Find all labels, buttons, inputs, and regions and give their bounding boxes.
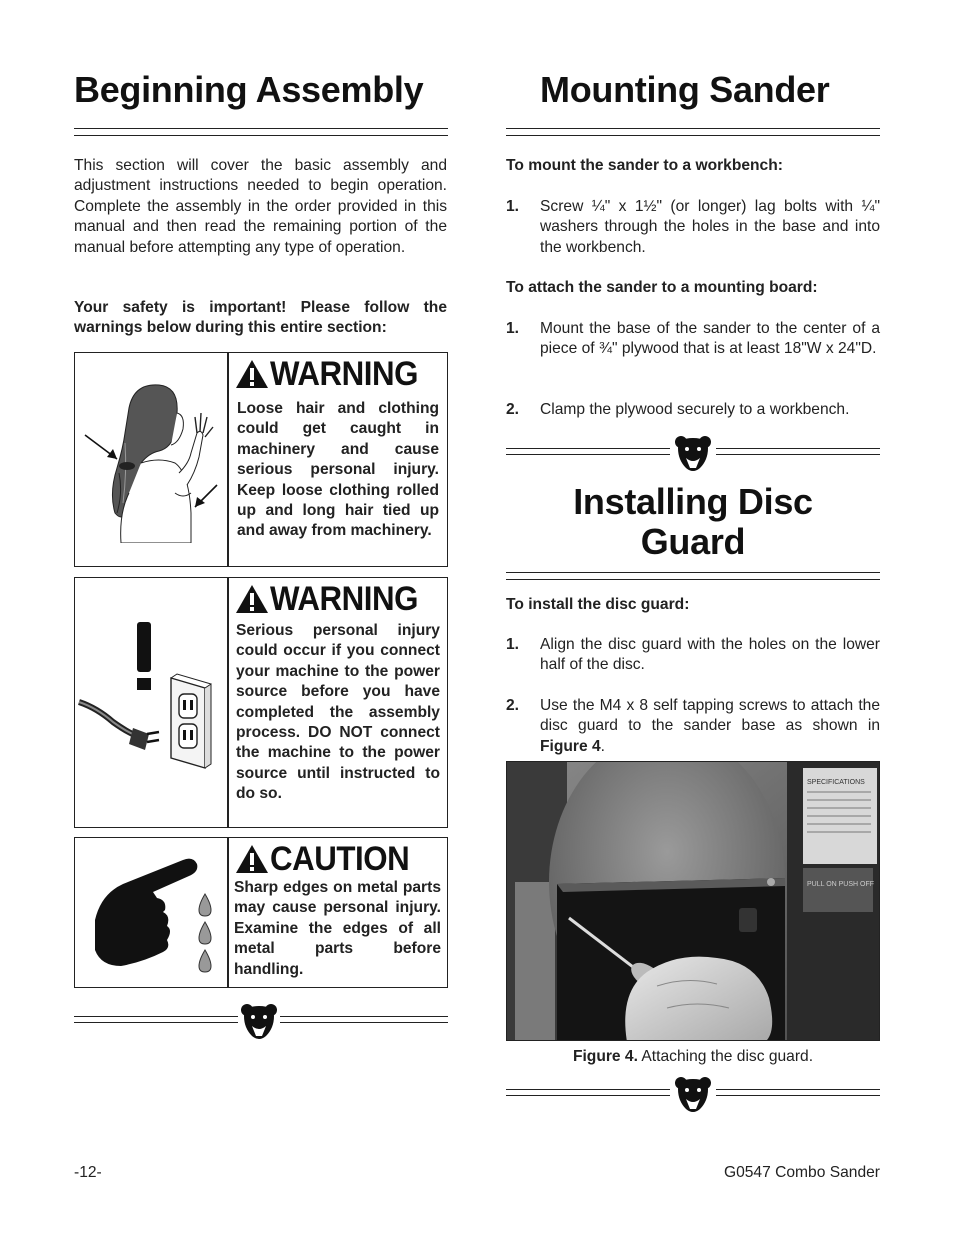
caution-box-edges: [74, 837, 448, 988]
manual-name: G0547 Combo Sander: [723, 1164, 880, 1181]
warning-box-power: [74, 577, 448, 828]
step-number: 1.: [506, 320, 520, 337]
warning-triangle-icon: [235, 843, 269, 875]
step-text: [540, 696, 880, 757]
figure-4-photo: [506, 761, 880, 1041]
workbench-heading: To mount the sander to a workbench:: [506, 157, 783, 174]
divider-line-left: [506, 448, 670, 455]
section-divider: [74, 1002, 448, 1046]
title-rule: [506, 128, 880, 136]
disc-guard-photo-illustration: [507, 762, 880, 1041]
step-text: Mount the base of the sander to the center of a piece of ¾" plywood that is at least 18"W x 24"D.: [540, 320, 880, 358]
step-number: 2.: [506, 401, 520, 418]
warning-header: [235, 582, 431, 616]
title-rule: [506, 572, 880, 580]
warning-triangle-icon: [235, 583, 269, 615]
section-title-beginning-assembly: Beginning Assembly: [74, 69, 424, 110]
figure-reference: Figure 4: [540, 737, 601, 755]
plug-outlet-illustration: [77, 618, 225, 778]
figure-label: Figure 4.: [572, 1048, 638, 1065]
page-number: -12-: [74, 1164, 102, 1181]
title-line: Guard: [640, 521, 746, 562]
warning-triangle-icon: [235, 358, 269, 390]
divider-line-left: [74, 1016, 238, 1023]
divider-line-right: [280, 1016, 448, 1023]
section-divider: [506, 434, 880, 478]
step-text: Screw ¼" x 1½" (or longer) lag bolts with ¼" washers through the holes in the base and into the workbench.: [540, 198, 880, 256]
warning-heading: WARNING: [270, 580, 418, 618]
intro-paragraph: This section will cover the basic assembly and adjustment instructions needed to begin operation. Complete the assembly in the order provided in this manual and then read the remaining portion of the manual before attempting any type of operation.: [74, 157, 447, 256]
figure-caption: [506, 1048, 880, 1066]
hand-blood-illustration: [87, 854, 223, 974]
step-number: 1.: [506, 198, 520, 215]
hair-clothing-illustration: [79, 373, 223, 543]
switch-label: PULL ON PUSH OFF: [807, 881, 875, 888]
step-number: 1.: [506, 636, 520, 653]
caution-text: Sharp edges on metal parts may cause personal injury. Examine the edges of all metal parts before handling.: [234, 879, 441, 978]
warning-header: [235, 357, 431, 391]
title-rule: [74, 128, 448, 136]
bear-logo-icon: [240, 1002, 278, 1042]
step-text-part: Use the M4 x 8 self tapping screws to attach the disc guard to the sander base as shown in: [540, 697, 880, 735]
bear-logo-icon: [674, 434, 712, 474]
step-number: 2.: [506, 697, 520, 714]
title-line: Installing Disc: [573, 481, 813, 522]
section-divider: [506, 1075, 880, 1119]
bear-logo-icon: [674, 1075, 712, 1115]
box-divider: [227, 838, 229, 987]
warning-text: Serious personal injury could occur if you connect your machine to the power source before you have completed the assembly process. DO NOT connect the machine to the power source until instructed to do so.: [236, 622, 440, 803]
divider-line-right: [716, 1089, 880, 1096]
step-text-part: .: [600, 737, 605, 755]
section-title-mounting-sander: Mounting Sander: [540, 69, 830, 110]
box-divider: [227, 353, 229, 566]
divider-line-right: [716, 448, 880, 455]
warning-box-hair: [74, 352, 448, 567]
safety-note: Your safety is important! Please follow the warnings below during this entire section:: [74, 299, 447, 337]
step-text: Clamp the plywood securely to a workbench.: [540, 401, 850, 418]
figure-caption-text: Attaching the disc guard.: [637, 1048, 814, 1065]
caution-heading: CAUTION: [270, 840, 410, 878]
guard-heading: To install the disc guard:: [506, 596, 690, 613]
warning-text: Loose hair and clothing could get caught in machinery and cause serious personal injury. Keep loose clothing rolled up and long hair tied up and away from machinery.: [237, 400, 439, 540]
warning-heading: WARNING: [270, 355, 418, 393]
box-divider: [227, 578, 229, 827]
caution-header: [235, 842, 421, 876]
section-title-installing-disc-guard: [506, 482, 880, 562]
step-text: Align the disc guard with the holes on the lower half of the disc.: [540, 636, 880, 674]
board-heading: To attach the sander to a mounting board:: [506, 279, 818, 296]
divider-line-left: [506, 1089, 670, 1096]
specs-label: SPECIFICATIONS: [807, 779, 865, 786]
